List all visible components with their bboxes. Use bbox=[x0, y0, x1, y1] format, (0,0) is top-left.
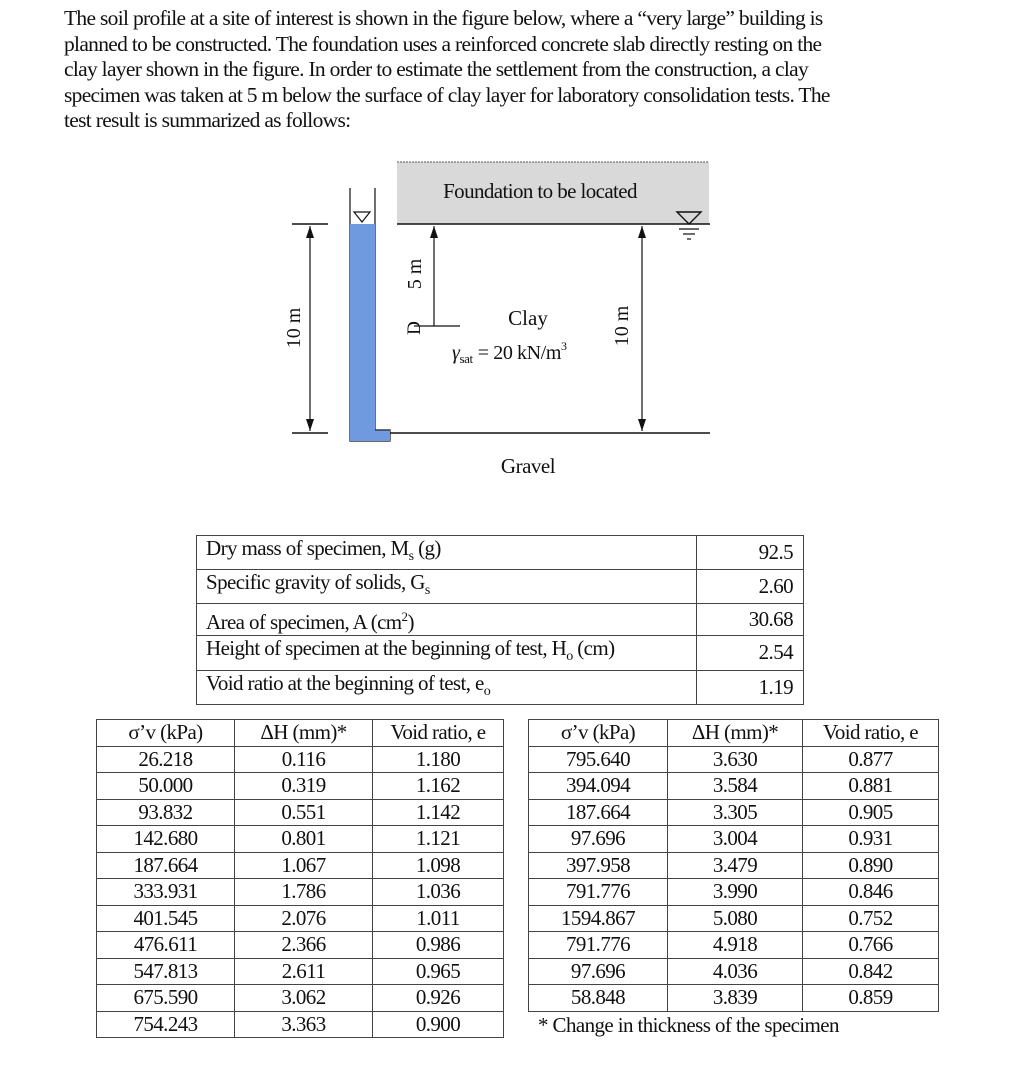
table-cell: 0.890 bbox=[803, 852, 939, 879]
column-header: ΔH (mm)* bbox=[235, 720, 373, 747]
table-cell: 0.877 bbox=[803, 746, 939, 773]
table-row bbox=[97, 773, 504, 800]
property-subscript: o bbox=[483, 683, 491, 699]
table-cell: 97.696 bbox=[529, 826, 668, 853]
table-cell: 1.067 bbox=[235, 852, 373, 879]
table-row bbox=[529, 985, 939, 1012]
property-subscript: s bbox=[424, 583, 430, 599]
table-cell: 3.004 bbox=[668, 826, 803, 853]
table-cell: 0.551 bbox=[235, 799, 373, 826]
table-cell: 4.036 bbox=[668, 958, 803, 985]
property-subscript: o bbox=[566, 649, 573, 665]
table-row bbox=[97, 799, 504, 826]
property-superscript: 2 bbox=[401, 609, 408, 625]
table-row bbox=[529, 773, 939, 800]
table-cell: 3.584 bbox=[668, 773, 803, 800]
table-row bbox=[197, 570, 804, 604]
property-suffix: ) bbox=[407, 610, 414, 635]
table-cell: 0.766 bbox=[803, 932, 939, 959]
table-cell: 0.752 bbox=[803, 905, 939, 932]
table-body bbox=[529, 720, 939, 1012]
intro-line: planned to be constructed. The foundation uses a reinforced concrete slab directly resting on the bbox=[64, 31, 822, 56]
property-label: Dry mass of specimen, M bbox=[206, 536, 409, 560]
table-cell: 0.965 bbox=[373, 958, 504, 985]
table-cell: 187.664 bbox=[97, 852, 235, 879]
table-cell: 3.363 bbox=[235, 1011, 373, 1038]
table-row bbox=[97, 905, 504, 932]
clay-label: Clay bbox=[508, 306, 548, 330]
property-value: 30.68 bbox=[697, 604, 804, 636]
table-cell: 3.305 bbox=[668, 799, 803, 826]
table-cell: 547.813 bbox=[97, 958, 235, 985]
table-row bbox=[97, 1011, 504, 1038]
column-header: ΔH (mm)* bbox=[668, 720, 803, 747]
table-cell: 795.640 bbox=[529, 746, 668, 773]
table-cell: 397.958 bbox=[529, 852, 668, 879]
property-value: 1.19 bbox=[697, 670, 804, 704]
property-label: Area of specimen, A (cm bbox=[206, 610, 402, 635]
property-label: Void ratio at the beginning of test, e bbox=[206, 670, 484, 695]
depth-label: 5 m bbox=[404, 258, 426, 290]
table-cell: 3.839 bbox=[668, 985, 803, 1012]
table-cell: 0.881 bbox=[803, 773, 939, 800]
table-cell: 93.832 bbox=[97, 799, 235, 826]
column-header: σ’v (kPa) bbox=[529, 720, 668, 747]
property-label: Height of specimen at the beginning of test, H bbox=[206, 636, 567, 661]
consolidation-table-right bbox=[528, 719, 939, 1012]
table-cell: 4.918 bbox=[668, 932, 803, 959]
intro-line: test result is summarized as follows: bbox=[64, 108, 351, 132]
table-cell: 3.062 bbox=[235, 985, 373, 1012]
table-cell: 26.218 bbox=[97, 746, 235, 773]
table-row bbox=[529, 958, 939, 985]
water-table-icon bbox=[354, 212, 370, 222]
right-dimension-label: 10 m bbox=[611, 305, 633, 347]
table-cell: 1.162 bbox=[373, 773, 504, 800]
table-cell: 97.696 bbox=[529, 958, 668, 985]
table-cell: 1.036 bbox=[373, 879, 504, 906]
table-cell: 675.590 bbox=[97, 985, 235, 1012]
property-suffix: (cm) bbox=[572, 636, 615, 661]
table-row bbox=[97, 879, 504, 906]
piezometer-water-foot bbox=[375, 430, 390, 441]
table-cell: 0.846 bbox=[803, 879, 939, 906]
table-cell: 187.664 bbox=[529, 799, 668, 826]
table-cell: 5.080 bbox=[668, 905, 803, 932]
table-row bbox=[97, 985, 504, 1012]
table-cell: 2.366 bbox=[235, 932, 373, 959]
property-value: 2.54 bbox=[697, 636, 804, 670]
table-cell: 476.611 bbox=[97, 932, 235, 959]
table-cell: 0.116 bbox=[235, 746, 373, 773]
column-header: Void ratio, e bbox=[803, 720, 939, 747]
table-row bbox=[529, 799, 939, 826]
table-cell: 0.986 bbox=[373, 932, 504, 959]
table-row bbox=[97, 932, 504, 959]
table-cell: 0.931 bbox=[803, 826, 939, 853]
table-cell: 1.180 bbox=[373, 746, 504, 773]
property-value: 92.5 bbox=[697, 536, 804, 570]
table-cell: 3.479 bbox=[668, 852, 803, 879]
table-body bbox=[97, 720, 504, 1038]
table-cell: 58.848 bbox=[529, 985, 668, 1012]
property-value: 2.60 bbox=[697, 570, 804, 604]
table-header-row bbox=[529, 720, 939, 747]
intro-line: clay layer shown in the figure. In order to estimate the settlement from the construction, a clay bbox=[64, 57, 809, 81]
table-header-row bbox=[97, 720, 504, 747]
unit-weight-label: $\gamma_{sat} = 20$ $kN/m^3$ bbox=[452, 339, 567, 366]
right-dimension-arrow bbox=[638, 226, 646, 431]
property-label: Specific gravity of solids, G bbox=[206, 570, 425, 595]
table-cell: 3.630 bbox=[668, 746, 803, 773]
table-cell: 0.842 bbox=[803, 958, 939, 985]
table-cell: 1.098 bbox=[373, 852, 504, 879]
footnote: * Change in thickness of the specimen bbox=[538, 1013, 839, 1037]
left-dimension-label: 10 m bbox=[283, 307, 305, 349]
table-cell: 1.786 bbox=[235, 879, 373, 906]
table-row bbox=[529, 852, 939, 879]
table-cell: 0.859 bbox=[803, 985, 939, 1012]
table-row bbox=[97, 746, 504, 773]
table-cell: 0.905 bbox=[803, 799, 939, 826]
soil-profile-figure bbox=[0, 0, 1021, 520]
table-cell: 2.076 bbox=[235, 905, 373, 932]
piezometer-water bbox=[350, 224, 375, 441]
table-row bbox=[197, 604, 804, 636]
gravel-label: Gravel bbox=[500, 454, 556, 478]
table-row bbox=[529, 746, 939, 773]
consolidation-table-left bbox=[96, 719, 504, 1038]
table-cell: 0.801 bbox=[235, 826, 373, 853]
table-cell: 1594.867 bbox=[529, 905, 668, 932]
table-cell: 1.142 bbox=[373, 799, 504, 826]
table-cell: 50.000 bbox=[97, 773, 235, 800]
intro-line: The soil profile at a site of interest is shown in the figure below, where a “very large” building is bbox=[64, 6, 823, 30]
table-cell: 0.900 bbox=[373, 1011, 504, 1038]
table-cell: 333.931 bbox=[97, 879, 235, 906]
table-row bbox=[197, 636, 804, 670]
table-cell: 3.990 bbox=[668, 879, 803, 906]
table-row bbox=[197, 536, 804, 570]
table-row bbox=[97, 958, 504, 985]
table-row bbox=[97, 852, 504, 879]
table-row bbox=[97, 826, 504, 853]
table-cell: 1.011 bbox=[373, 905, 504, 932]
table-row bbox=[529, 879, 939, 906]
table-row bbox=[529, 932, 939, 959]
table-cell: 394.094 bbox=[529, 773, 668, 800]
property-suffix: (g) bbox=[413, 536, 441, 560]
table-row bbox=[197, 670, 804, 704]
table-cell: 142.680 bbox=[97, 826, 235, 853]
table-cell: 2.611 bbox=[235, 958, 373, 985]
table-cell: 791.776 bbox=[529, 932, 668, 959]
property-subscript: s bbox=[408, 549, 414, 565]
table-cell: 1.121 bbox=[373, 826, 504, 853]
specimen-properties-table bbox=[196, 535, 804, 705]
table-cell: 0.926 bbox=[373, 985, 504, 1012]
table-cell: 401.545 bbox=[97, 905, 235, 932]
column-header: Void ratio, e bbox=[373, 720, 504, 747]
intro-line: specimen was taken at 5 m below the surface of clay layer for laboratory consolidation tests. The bbox=[64, 82, 830, 107]
sample-marker: D bbox=[404, 321, 425, 335]
table-row bbox=[529, 826, 939, 853]
column-header: σ’v (kPa) bbox=[97, 720, 235, 747]
table-cell: 791.776 bbox=[529, 879, 668, 906]
table-cell: 754.243 bbox=[97, 1011, 235, 1038]
foundation-label: Foundation to be located bbox=[443, 179, 637, 203]
table-row bbox=[529, 905, 939, 932]
table-cell: 0.319 bbox=[235, 773, 373, 800]
